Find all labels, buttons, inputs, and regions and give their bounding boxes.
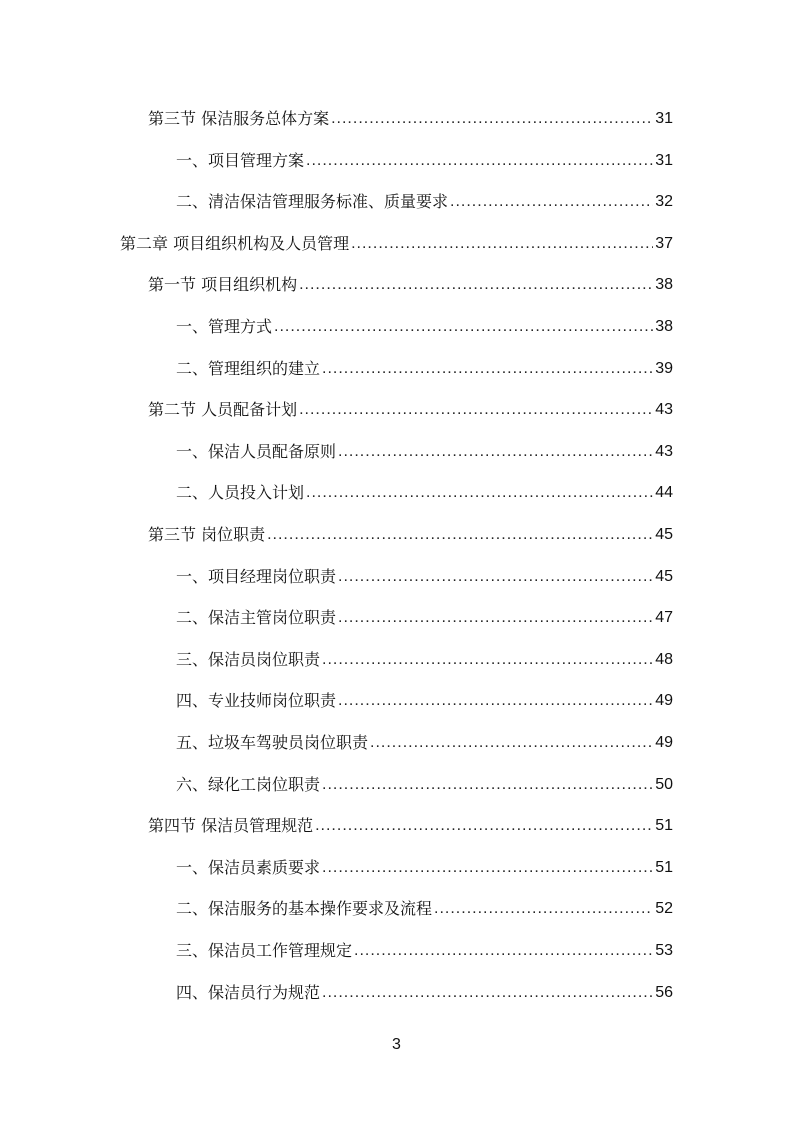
toc-entry-title: 二、管理组织的建立: [176, 358, 321, 378]
toc-entry-title: 二、清洁保洁管理服务标准、质量要求: [176, 192, 449, 212]
toc-leader-dots: [322, 774, 653, 796]
toc-leader-dots: [370, 732, 653, 754]
toc-entry[interactable]: [176, 645, 673, 671]
toc-entry-page: 44: [655, 484, 673, 502]
toc-entry-title: 第三节 保洁服务总体方案: [148, 109, 330, 128]
toc-entry-page: 43: [655, 442, 673, 460]
toc-entry[interactable]: [148, 395, 673, 421]
toc-leader-dots: [322, 649, 653, 671]
toc-entry-title: 第一节 项目组织机构: [148, 275, 298, 295]
toc-entry-page: 32: [655, 193, 673, 211]
page-number: 3: [392, 1036, 401, 1053]
toc-entry[interactable]: [176, 686, 673, 712]
toc-entry[interactable]: [148, 811, 673, 837]
toc-leader-dots: [306, 150, 653, 172]
toc-entry-page: 47: [655, 609, 673, 627]
toc-entry[interactable]: [176, 312, 673, 338]
toc-entry-title: 三、保洁员岗位职责: [176, 649, 321, 669]
toc-entry[interactable]: [176, 728, 673, 754]
toc-entry-page: 45: [655, 526, 673, 543]
toc-entry[interactable]: [148, 520, 673, 546]
toc-entry-page: 51: [655, 817, 673, 835]
toc-entry-page: 43: [655, 401, 673, 419]
toc-entry-title: 四、保洁员行为规范: [176, 982, 321, 1002]
toc-entry-page: 52: [655, 900, 673, 918]
toc-entry-page: 49: [655, 692, 673, 710]
toc-entry[interactable]: [176, 354, 673, 380]
toc-entry-page: 31: [655, 110, 673, 127]
toc-entry[interactable]: [176, 978, 673, 1004]
toc-leader-dots: [267, 524, 653, 546]
toc-entry-title: 二、人员投入计划: [176, 483, 305, 503]
toc-entry[interactable]: [120, 229, 673, 255]
toc-entry-title: 一、项目管理方案: [176, 150, 305, 170]
toc-leader-dots: [338, 690, 653, 712]
toc-entry-title: 第三节 岗位职责: [148, 525, 266, 544]
toc-entry-page: 51: [655, 858, 673, 876]
toc-entry[interactable]: [176, 437, 673, 463]
toc-leader-dots: [274, 316, 653, 338]
toc-leader-dots: [299, 399, 653, 421]
toc-entry-page: 48: [655, 650, 673, 668]
toc-leader-dots: [331, 108, 653, 130]
toc-entry[interactable]: [176, 853, 673, 879]
toc-leader-dots: [351, 233, 653, 255]
toc-entry-title: 二、保洁主管岗位职责: [176, 608, 337, 628]
toc-entry[interactable]: [176, 187, 673, 213]
toc-leader-dots: [450, 191, 653, 213]
toc-leader-dots: [338, 441, 653, 463]
toc-entry-title: 第二节 人员配备计划: [148, 400, 298, 420]
toc-entry[interactable]: [176, 894, 673, 920]
toc-leader-dots: [322, 982, 653, 1004]
toc-leader-dots: [315, 815, 653, 837]
toc-entry[interactable]: [176, 562, 673, 588]
toc-entry-title: 第四节 保洁员管理规范: [148, 816, 314, 836]
toc-entry-page: 39: [655, 359, 673, 377]
toc-entry-title: 一、保洁员素质要求: [176, 857, 321, 877]
toc-entry[interactable]: [148, 104, 673, 130]
toc-entry[interactable]: [176, 936, 673, 962]
toc-leader-dots: [354, 940, 653, 962]
toc-entry[interactable]: [176, 603, 673, 629]
toc-entry-page: 45: [655, 567, 673, 585]
toc-entry[interactable]: [176, 146, 673, 172]
toc-entry-page: 38: [655, 276, 673, 294]
toc-leader-dots: [306, 482, 653, 504]
toc-leader-dots: [299, 274, 653, 296]
toc-leader-dots: [338, 607, 653, 629]
toc-entry-title: 一、项目经理岗位职责: [176, 566, 337, 586]
toc-entry-title: 六、绿化工岗位职责: [176, 774, 321, 794]
toc-entry-page: 53: [655, 942, 673, 959]
toc-leader-dots: [338, 566, 653, 588]
toc-entry-page: 38: [655, 318, 673, 335]
toc-entry-page: 31: [655, 151, 673, 169]
toc-entry[interactable]: [176, 770, 673, 796]
toc-leader-dots: [322, 358, 653, 380]
toc-entry-title: 三、保洁员工作管理规定: [176, 941, 353, 960]
toc-entry-page: 49: [655, 734, 673, 751]
toc-entry-title: 二、保洁服务的基本操作要求及流程: [176, 899, 433, 919]
toc-entry-title: 四、专业技师岗位职责: [176, 691, 337, 711]
toc-entry-title: 第二章 项目组织机构及人员管理: [120, 233, 350, 253]
toc-leader-dots: [434, 898, 653, 920]
toc-entry[interactable]: [176, 478, 673, 504]
toc-entry-title: 五、垃圾车驾驶员岗位职责: [176, 733, 369, 752]
toc-entry-title: 一、管理方式: [176, 317, 273, 336]
toc-leader-dots: [322, 857, 653, 879]
toc-entry-page: 56: [655, 983, 673, 1001]
toc-entry-page: 37: [655, 234, 673, 252]
toc-entry-page: 50: [655, 775, 673, 793]
toc-entry[interactable]: [148, 270, 673, 296]
toc-entry-title: 一、保洁人员配备原则: [176, 441, 337, 461]
